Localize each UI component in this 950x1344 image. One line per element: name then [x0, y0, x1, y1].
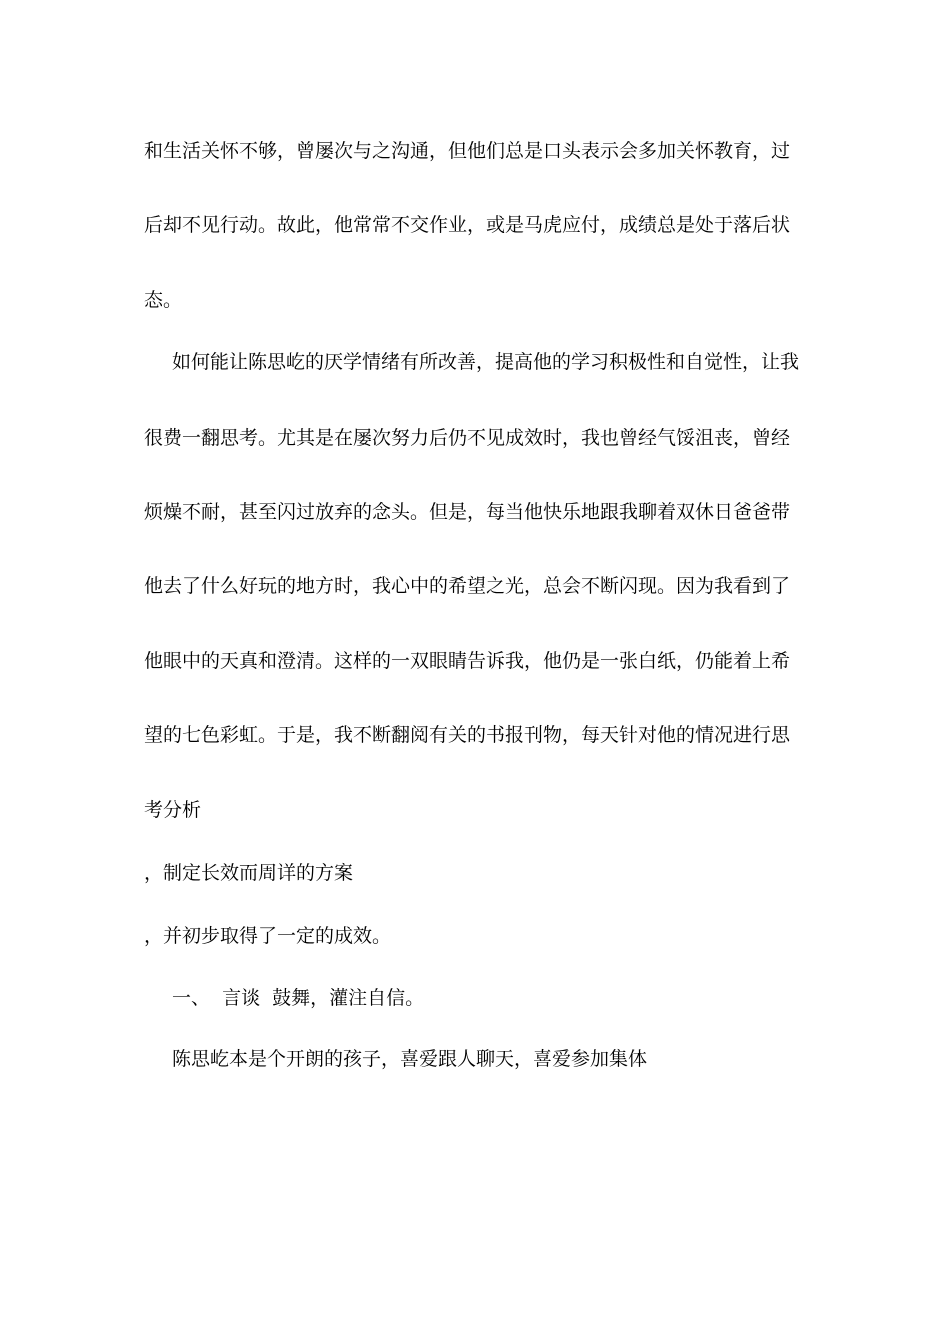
text-line: 后却不见行动。故此，他常常不交作业，或是马虎应付，成绩总是处于落后状 — [144, 214, 791, 236]
section-heading: 一、 言谈 鼓舞，灌注自信。 — [172, 987, 425, 1009]
text-line: 态。 — [144, 289, 183, 311]
text-line: ，制定长效而周详的方案 — [144, 862, 354, 884]
text-line: 望的七色彩虹。于是，我不断翻阅有关的书报刊物，每天针对他的情况进行思 — [144, 724, 791, 746]
text-line: 烦燥不耐，甚至闪过放弃的念头。但是，每当他快乐地跟我聊着双休日爸爸带 — [144, 501, 791, 523]
text-line: 考分析 — [144, 799, 202, 821]
text-line: 他去了什么好玩的地方时，我心中的希望之光，总会不断闪现。因为我看到了 — [144, 575, 791, 597]
text-line: 很费一翻思考。尤其是在屡次努力后仍不见成效时，我也曾经气馁沮丧，曾经 — [144, 427, 791, 449]
text-line: 和生活关怀不够，曾屡次与之沟通，但他们总是口头表示会多加关怀教育，过 — [144, 140, 791, 162]
text-line: 他眼中的天真和澄清。这样的一双眼睛告诉我，他仍是一张白纸，仍能着上希 — [144, 650, 791, 672]
text-line: 如何能让陈思屹的厌学情绪有所改善，提高他的学习积极性和自觉性，让我 — [172, 351, 800, 373]
text-line: ，并初步取得了一定的成效。 — [144, 925, 392, 947]
text-line: 陈思屹本是个开朗的孩子，喜爱跟人聊天，喜爱参加集体 — [172, 1048, 648, 1070]
